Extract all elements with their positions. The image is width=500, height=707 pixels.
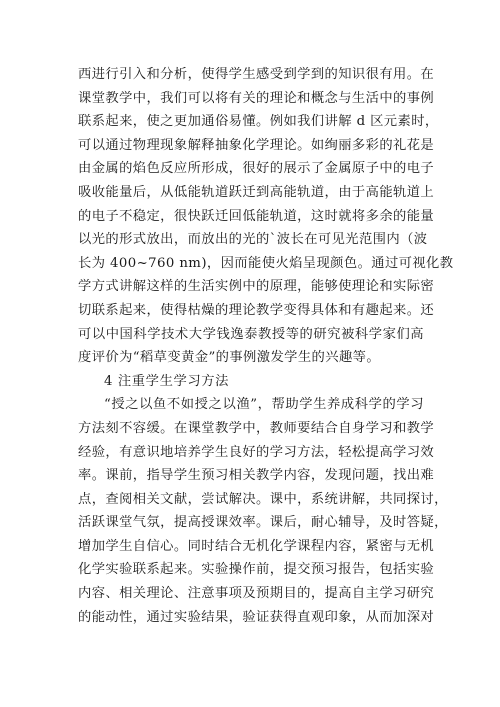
paragraph-1-line: 长为 400~760 nm)，因而能使火焰呈现颜色。通过可视化教 (78, 255, 454, 271)
paragraph-1-line: 以光的形式放出，而放出的光的`波长在可见光范围内（波 (78, 232, 428, 248)
paragraph-1-line: 吸收能量后，从低能轨道跃迁到高能轨道，由于高能轨道上 (78, 184, 435, 200)
paragraph-2-line: 点，查阅相关文献，尝试解决。课中，系统讲解，共同探讨， (78, 491, 448, 507)
section-heading: 4 注重学生学习方法 (104, 373, 230, 389)
paragraph-2-line: 活跃课堂气氛，提高授课效率。课后，耐心辅导，及时答疑， (78, 515, 448, 531)
paragraph-1-line: 切联系起来，使得枯燥的理论教学变得具体和有趣起来。还 (78, 302, 435, 318)
paragraph-1-line: 度评价为“稻草变黄金”的事例激发学生的兴趣等。 (78, 350, 381, 366)
paragraph-2-line: 化学实验联系起来。实验操作前，提交预习报告，包括实验 (78, 562, 435, 578)
paragraph-1-line: 学方式讲解这样的生活实例中的原理，能够使理论和实际密 (78, 279, 435, 295)
paragraph-2-line: 增加学生自信心。同时结合无机化学课程内容，紧密与无机 (78, 538, 435, 554)
body-text (78, 63, 454, 629)
paragraph-1-line: 可以通过物理现象解释抽象化学理论。如绚丽多彩的礼花是 (78, 137, 435, 153)
paragraph-1-line: 课堂教学中，我们可以将有关的理论和概念与生活中的事例 (78, 90, 435, 106)
paragraph-2-line: 方法刻不容缓。在课堂教学中，教师要结合自身学习和教学 (78, 420, 435, 436)
paragraph-1-line: 可以中国科学技术大学钱逸泰教授等的研究被科学家们高 (78, 326, 424, 342)
paragraph-1-line: 西进行引入和分析，使得学生感受到学到的知识很有用。在 (78, 67, 435, 82)
paragraph-2-line: 率。课前，指导学生预习相关教学内容，发现问题，找出难 (78, 468, 435, 484)
paragraph-2-line: 内容、相关理论、注意事项及预期目的，提高自主学习研究 (78, 586, 435, 602)
paragraph-1-line: 的电子不稳定，很快跃迁回低能轨道，这时就将多余的能量 (78, 208, 435, 224)
paragraph-1-line: 联系起来，使之更加通俗易懂。例如我们讲解 d 区元素时， (78, 114, 439, 130)
paragraph-2-line: 经验，有意识地培养学生良好的学习方法，轻松提高学习效 (78, 444, 435, 460)
paragraph-2-line: 的能动性，通过实验结果，验证获得直观印象，从而加深对 (78, 609, 435, 625)
paragraph-2-line: “授之以鱼不如授之以渔”，帮助学生养成科学的学习 (104, 397, 424, 413)
paragraph-1-line: 由金属的焰色反应所形成，很好的展示了金属原子中的电子 (78, 161, 435, 177)
